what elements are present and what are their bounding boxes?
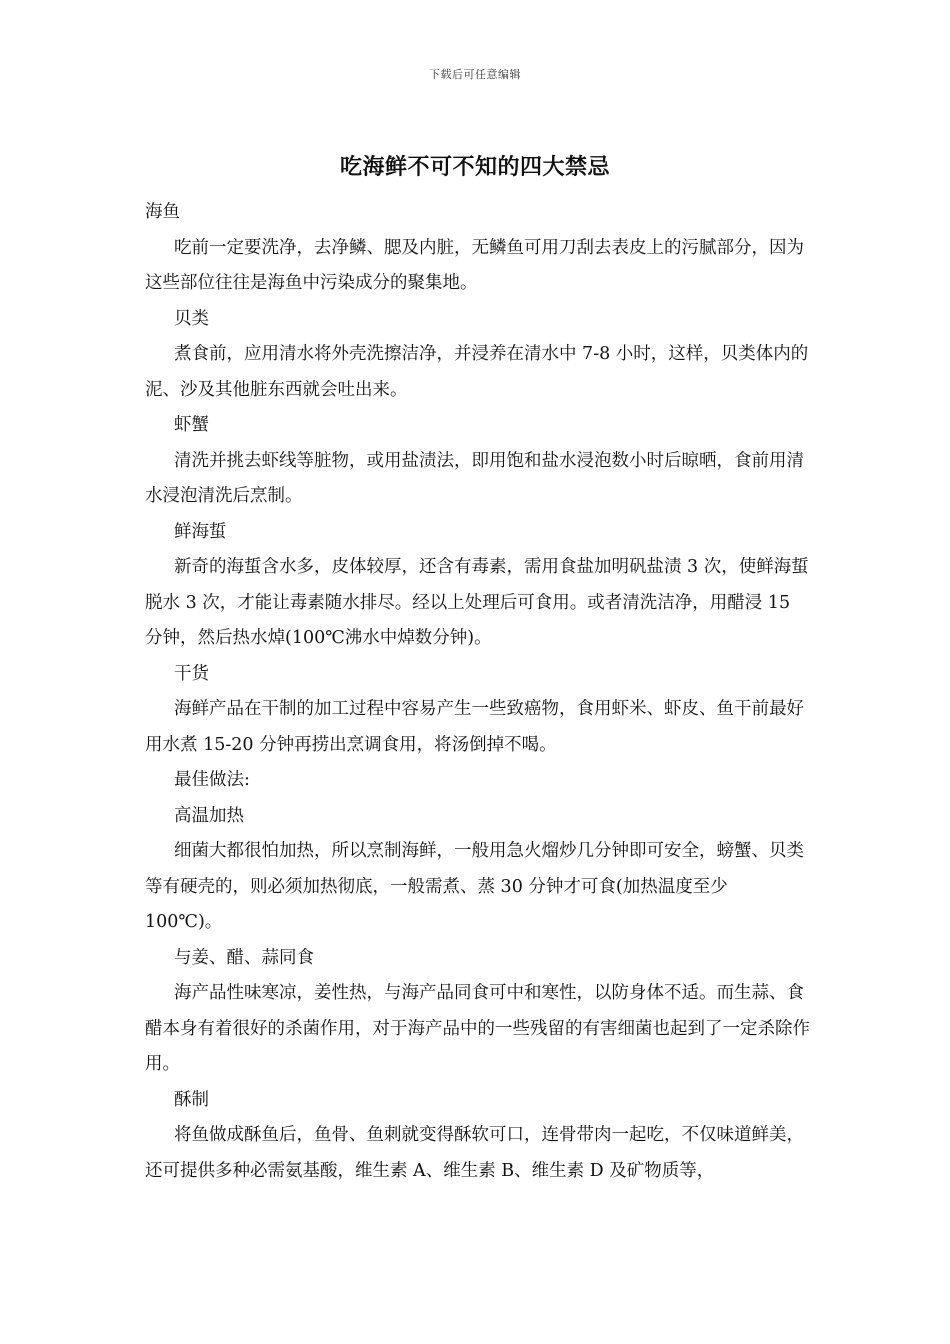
document-body <box>145 195 810 1189</box>
section-heading-high-heat: 高温加热 <box>174 805 244 826</box>
section-heading-ginger-vinegar-garlic: 与姜、醋、蒜同食 <box>174 947 314 968</box>
section-heading-dried-goods: 干货 <box>174 663 209 684</box>
section-heading-sea-fish: 海鱼 <box>145 202 180 222</box>
section-heading-shellfish: 贝类 <box>174 308 209 329</box>
paragraph-shrimp-crab: 清洗并挑去虾线等脏物，或用盐渍法，即用饱和盐水浸泡数小时后晾晒，食前用清水浸泡清洗后烹制。 <box>145 450 804 506</box>
section-heading-best-methods: 最佳做法: <box>174 770 250 790</box>
paragraph-shellfish: 煮食前，应用清水将外壳洗擦洁净，并浸养在清水中 7-8 小时，这样，贝类体内的泥、沙及其他脏东西就会吐出来。 <box>145 344 809 400</box>
header-note: 下载后可任意编辑 <box>429 68 521 81</box>
section-heading-jellyfish: 鲜海蜇 <box>174 521 227 542</box>
section-heading-shrimp-crab: 虾蟹 <box>174 415 209 435</box>
paragraph-ginger-vinegar-garlic: 海产品性味寒凉，姜性热，与海产品同食可中和寒性，以防身体不适。而生蒜、食醋本身有着很好的杀菌作用，对于海产品中的一些残留的有害细菌也起到了一定杀除作用。 <box>145 983 810 1074</box>
page-title: 吃海鲜不可不知的四大禁忌 <box>339 154 610 180</box>
paragraph-crisp: 将鱼做成酥鱼后，鱼骨、鱼刺就变得酥软可口，连骨带肉一起吃，不仅味道鲜美，还可提供多种必需氨基酸，维生素 A、维生素 B、维生素 D 及矿物质等， <box>145 1125 804 1181</box>
paragraph-jellyfish: 新奇的海蜇含水多，皮体较厚，还含有毒素，需用食盐加明矾盐渍 3 次，使鲜海蜇脱水 3 次，才能让毒素随水排尽。经以上处理后可食用。或者清洗洁净，用醋浸 15 分钟，然后热水焯(100℃沸水中焯数分钟)。 <box>145 557 809 648</box>
paragraph-dried-goods: 海鲜产品在干制的加工过程中容易产生一些致癌物，食用虾米、虾皮、鱼干前最好用水煮 15-20 分钟再捞出烹调食用，将汤倒掉不喝。 <box>145 699 804 755</box>
paragraph-sea-fish: 吃前一定要洗净，去净鳞、腮及内脏，无鳞鱼可用刀刮去表皮上的污腻部分，因为这些部位往往是海鱼中污染成分的聚集地。 <box>145 237 804 293</box>
paragraph-high-heat: 细菌大都很怕加热，所以烹制海鲜，一般用急火熘炒几分钟即可安全，螃蟹、贝类等有硬壳的，则必须加热彻底，一般需煮、蒸 30 分钟才可食(加热温度至少 100℃)。 <box>145 841 804 932</box>
section-heading-crisp: 酥制 <box>174 1089 209 1110</box>
